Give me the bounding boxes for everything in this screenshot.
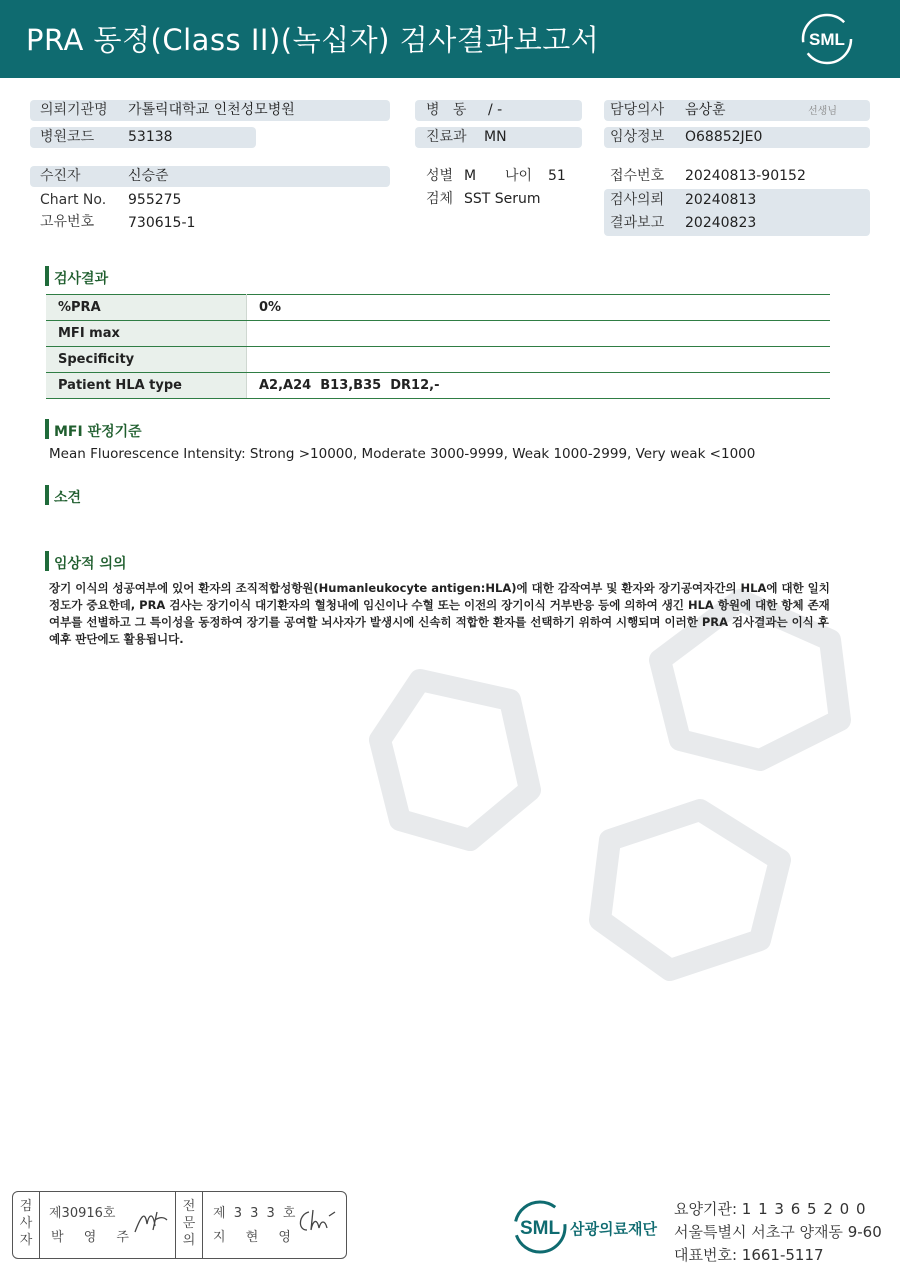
- mfi-criteria-text: Mean Fluorescence Intensity: Strong >10000, Moderate 3000-9999, Weak 1000-2999, Very weak <1000: [49, 446, 756, 462]
- hospital-value: 가톨릭대학교 인천성모병원: [128, 102, 295, 118]
- report-title: PRA 동정(Class II)(녹십자) 검사결과보고서: [26, 23, 600, 57]
- chart-value: 955275: [128, 192, 182, 208]
- specimen-value: SST Serum: [464, 191, 541, 207]
- doctor-value: 음상훈: [685, 102, 726, 118]
- specialist-name: 지 현 영: [213, 1230, 299, 1245]
- sex-value: M: [464, 168, 477, 184]
- hospital-code-label: 병원코드: [40, 129, 95, 145]
- id-label: 고유번호: [40, 214, 95, 230]
- mfi-section-title: MFI 판정기준: [54, 424, 142, 440]
- sml-logo-text: SML: [809, 30, 845, 49]
- signature-box: [12, 1191, 347, 1259]
- result-label: Specificity: [46, 347, 247, 373]
- org-name: 삼광의료재단: [570, 1220, 657, 1238]
- examiner-name: 박 영 주: [51, 1230, 137, 1245]
- clinical-info-value: O68852JE0: [685, 129, 763, 145]
- specialist-signature-icon: [295, 1206, 339, 1236]
- clinical-info-label: 임상정보: [610, 129, 665, 145]
- result-label: %PRA: [46, 295, 247, 321]
- results-table: [46, 294, 830, 399]
- dept-value: MN: [484, 129, 507, 145]
- id-value: 730615-1: [128, 215, 196, 231]
- ward-value: / -: [488, 102, 503, 118]
- patient-pill: [30, 166, 390, 187]
- opinion-section-bar: [45, 485, 49, 505]
- specialist-license: 제 3 3 3 호: [213, 1206, 298, 1221]
- results-section-bar: [45, 266, 49, 286]
- receipt-value: 20240813-90152: [685, 168, 806, 184]
- age-value: 51: [548, 168, 566, 184]
- doctor-label: 담당의사: [610, 102, 665, 118]
- org-logo-text: SML: [519, 1218, 561, 1239]
- hospital-code-value: 53138: [128, 129, 173, 145]
- table-row: [46, 373, 830, 399]
- report-date-label: 결과보고: [610, 215, 665, 231]
- org-logo-icon: [510, 1198, 574, 1256]
- examiner-signature-icon: [131, 1206, 171, 1236]
- dept-label: 진료과: [426, 129, 467, 145]
- specialist-label: 전 문 의: [182, 1199, 196, 1248]
- divider: [39, 1192, 40, 1258]
- result-value: [247, 321, 831, 347]
- clinical-section-bar: [45, 551, 49, 571]
- result-label: Patient HLA type: [46, 373, 247, 399]
- chart-label: Chart No.: [40, 192, 107, 208]
- results-section-title: 검사결과: [54, 271, 109, 287]
- table-row: [46, 295, 830, 321]
- divider: [202, 1192, 203, 1258]
- result-value: [247, 347, 831, 373]
- clinical-section-title: 임상적 의의: [54, 556, 127, 572]
- report-date-value: 20240823: [685, 215, 757, 231]
- hospital-label: 의뢰기관명: [40, 102, 108, 118]
- request-label: 검사의뢰: [610, 192, 665, 208]
- examiner-label: 검 사 자: [19, 1199, 33, 1248]
- table-row: [46, 321, 830, 347]
- mfi-section-bar: [45, 419, 49, 439]
- sex-label: 성별: [426, 168, 454, 184]
- receipt-label: 접수번호: [610, 168, 665, 184]
- examiner-license: 제30916호: [49, 1206, 116, 1221]
- clinical-significance-text: 장기 이식의 성공여부에 있어 환자의 조직적합성항원(Humanleukocyte antigen:HLA)에 대한 감작여부 및 환자와 장기공여자간의 HLA에 대한 일치정도가 중요한데, PRA 검사는 장기이식 대기환자의 혈청내에 임신이나 수혈 또는 이전의 장기이식 거부반응 등에 의하여 생긴 HLA 항원에 대한 항체 존재 여부를 선별하고 그 특이성을 동정하여 장기를 공여할 뇌사자가 발생시에 신속히 적합한 환자를 선택하기 위하여 시행되며 이러한 PRA 검사결과는 이식 후 예후 판단에도 활용됩니다.: [49, 581, 830, 646]
- patient-label: 수진자: [40, 168, 81, 184]
- result-value: A2,A24 B13,B35 DR12,-: [247, 373, 831, 399]
- address: 서울특별시 서초구 양재동 9-60: [674, 1223, 882, 1241]
- patient-value: 신승준: [128, 168, 169, 184]
- table-row: [46, 347, 830, 373]
- result-label: MFI max: [46, 321, 247, 347]
- sml-logo-icon: [800, 12, 854, 66]
- opinion-section-title: 소견: [54, 490, 82, 506]
- specimen-label: 검체: [426, 191, 454, 207]
- result-value: 0%: [247, 295, 831, 321]
- doctor-suffix: 선생님: [808, 106, 837, 117]
- ward-label: 병 동: [426, 102, 467, 118]
- care-number: 요양기관: 1 1 3 6 5 2 0 0: [674, 1200, 867, 1218]
- request-value: 20240813: [685, 192, 757, 208]
- phone-number: 대표번호: 1661-5117: [674, 1246, 824, 1264]
- age-label: 나이: [505, 168, 533, 184]
- divider: [175, 1192, 176, 1258]
